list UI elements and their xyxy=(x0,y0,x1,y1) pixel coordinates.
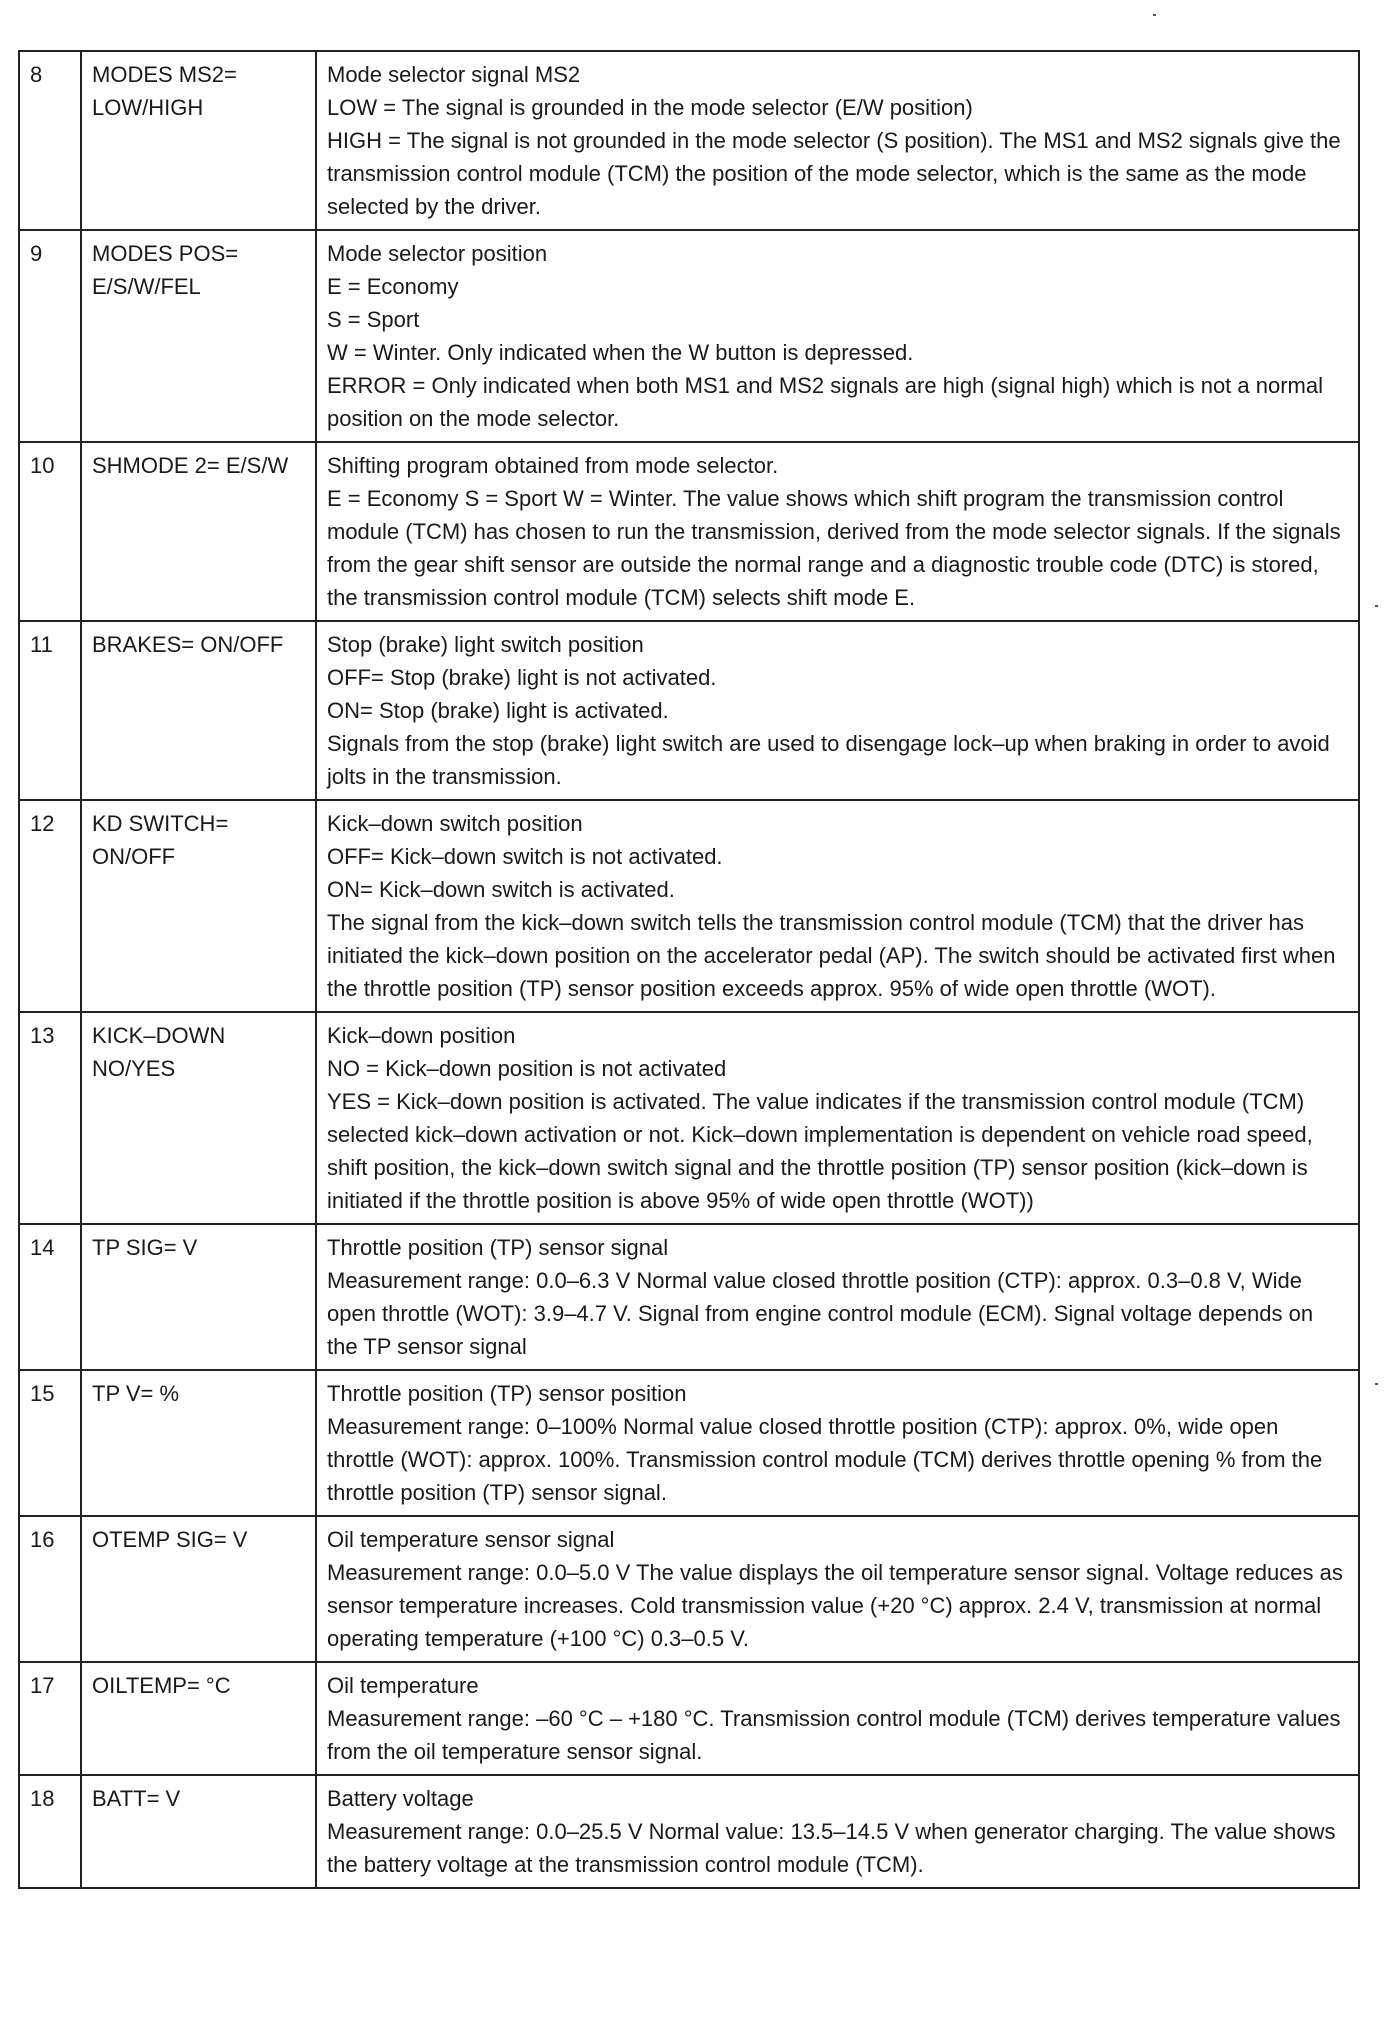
row-number: 18 xyxy=(19,1775,81,1888)
description-cell xyxy=(316,442,1359,621)
parameter-cell xyxy=(81,1662,316,1775)
parameter-label: LOW/HIGH xyxy=(92,95,204,120)
description-line: E = Economy S = Sport W = Winter. The value shows which shift program the transmission control module (TCM) has chosen to run the transmission, derived from the mode selector signals. If the signals from the gear shift sensor are outside the normal range and a diagnostic trouble code (DTC) is stored, the transmission control module (TCM) selects shift mode E. xyxy=(327,486,1341,610)
description-line: OFF= Stop (brake) light is not activated. xyxy=(327,665,717,690)
parameter-label: MODES MS2= xyxy=(92,62,237,87)
description-cell xyxy=(316,1224,1359,1370)
table-row xyxy=(19,442,1359,621)
description-cell xyxy=(316,1662,1359,1775)
scan-speck xyxy=(1375,605,1378,607)
parameter-label: OTEMP SIG= V xyxy=(92,1527,248,1552)
description-heading: Oil temperature xyxy=(327,1673,479,1698)
parameter-label: BRAKES= ON/OFF xyxy=(92,632,284,657)
table-row xyxy=(19,1012,1359,1224)
description-cell xyxy=(316,1775,1359,1888)
description-cell xyxy=(316,1012,1359,1224)
parameter-label: TP V= % xyxy=(92,1381,180,1406)
parameter-label: BATT= V xyxy=(92,1786,181,1811)
description-line: ON= Stop (brake) light is activated. xyxy=(327,698,669,723)
row-number: 13 xyxy=(19,1012,81,1224)
row-number: 16 xyxy=(19,1516,81,1662)
description-heading: Throttle position (TP) sensor signal xyxy=(327,1235,669,1260)
description-line: E = Economy xyxy=(327,274,459,299)
table-row xyxy=(19,51,1359,230)
parameter-label: KICK–DOWN xyxy=(92,1023,226,1048)
description-line: Signals from the stop (brake) light switch are used to disengage lock–up when braking in order to avoid jolts in the transmission. xyxy=(327,731,1330,789)
parameter-cell xyxy=(81,51,316,230)
description-line: Measurement range: 0.0–6.3 V Normal value closed throttle position (CTP): approx. 0.3–0.8 V, Wide open throttle (WOT): 3.9–4.7 V. Signal from engine control module (ECM). Signal voltage depends on the TP sensor signal xyxy=(327,1268,1314,1359)
table-row xyxy=(19,621,1359,800)
description-line: S = Sport xyxy=(327,307,420,332)
scan-speck xyxy=(1375,1383,1378,1385)
parameter-cell xyxy=(81,621,316,800)
description-heading: Stop (brake) light switch position xyxy=(327,632,644,657)
table-row xyxy=(19,230,1359,442)
description-line: Measurement range: 0.0–5.0 V The value displays the oil temperature sensor signal. Voltage reduces as sensor temperature increases. Cold transmission value (+20 °C) approx. 2.4 V, transmission at normal operating temperature (+100 °C) 0.3–0.5 V. xyxy=(327,1560,1343,1651)
description-heading: Kick–down position xyxy=(327,1023,516,1048)
description-line: Measurement range: 0–100% Normal value closed throttle position (CTP): approx. 0%, wide open throttle (WOT): approx. 100%. Transmission control module (TCM) derives throttle opening % from the throttle position (TP) sensor signal. xyxy=(327,1414,1323,1505)
parameter-cell xyxy=(81,800,316,1012)
parameter-cell xyxy=(81,1012,316,1224)
parameter-label: NO/YES xyxy=(92,1056,176,1081)
parameter-label: TP SIG= V xyxy=(92,1235,198,1260)
parameter-cell xyxy=(81,1370,316,1516)
table-row xyxy=(19,1224,1359,1370)
description-line: Measurement range: 0.0–25.5 V Normal value: 13.5–14.5 V when generator charging. The value shows the battery voltage at the transmission control module (TCM). xyxy=(327,1819,1336,1877)
description-heading: Oil temperature sensor signal xyxy=(327,1527,615,1552)
row-number: 15 xyxy=(19,1370,81,1516)
table-row xyxy=(19,1370,1359,1516)
table-row xyxy=(19,1516,1359,1662)
description-line: LOW = The signal is grounded in the mode selector (E/W position) xyxy=(327,95,973,120)
description-line: Measurement range: –60 °C – +180 °C. Transmission control module (TCM) derives temperature values from the oil temperature sensor signal. xyxy=(327,1706,1341,1764)
parameter-label: SHMODE 2= E/S/W xyxy=(92,453,289,478)
row-number: 10 xyxy=(19,442,81,621)
description-heading: Battery voltage xyxy=(327,1786,474,1811)
description-heading: Mode selector position xyxy=(327,241,548,266)
description-heading: Kick–down switch position xyxy=(327,811,583,836)
description-line: YES = Kick–down position is activated. The value indicates if the transmission control module (TCM) selected kick–down activation or not. Kick–down implementation is dependent on vehicle road speed, shift position, the kick–down switch signal and the throttle position (TP) sensor position (kick–down is initiated if the throttle position is above 95% of wide open throttle (WOT)) xyxy=(327,1089,1313,1213)
parameter-label: OILTEMP= °C xyxy=(92,1673,231,1698)
parameter-table xyxy=(18,50,1360,1889)
parameter-cell xyxy=(81,1775,316,1888)
table-row xyxy=(19,800,1359,1012)
row-number: 11 xyxy=(19,621,81,800)
table-row xyxy=(19,1662,1359,1775)
parameter-cell xyxy=(81,442,316,621)
parameter-label: E/S/W/FEL xyxy=(92,274,201,299)
description-heading: Shifting program obtained from mode selector. xyxy=(327,453,779,478)
parameter-cell xyxy=(81,230,316,442)
parameter-label: ON/OFF xyxy=(92,844,176,869)
row-number: 9 xyxy=(19,230,81,442)
description-heading: Throttle position (TP) sensor position xyxy=(327,1381,687,1406)
description-line: The signal from the kick–down switch tells the transmission control module (TCM) that the driver has initiated the kick–down position on the accelerator pedal (AP). The switch should be activated first when the throttle position (TP) sensor position exceeds approx. 95% of wide open throttle (WOT). xyxy=(327,910,1336,1001)
row-number: 17 xyxy=(19,1662,81,1775)
description-cell xyxy=(316,621,1359,800)
description-line: OFF= Kick–down switch is not activated. xyxy=(327,844,723,869)
description-cell xyxy=(316,800,1359,1012)
table-row xyxy=(19,1775,1359,1888)
table-body xyxy=(19,51,1359,1888)
parameter-label: KD SWITCH= xyxy=(92,811,229,836)
parameter-label: MODES POS= xyxy=(92,241,239,266)
row-number: 8 xyxy=(19,51,81,230)
parameter-cell xyxy=(81,1224,316,1370)
scan-speck xyxy=(1153,14,1156,16)
description-cell xyxy=(316,230,1359,442)
description-cell xyxy=(316,1516,1359,1662)
description-line: ON= Kick–down switch is activated. xyxy=(327,877,675,902)
description-line: HIGH = The signal is not grounded in the mode selector (S position). The MS1 and MS2 signals give the transmission control module (TCM) the position of the mode selector, which is the same as the mode selected by the driver. xyxy=(327,128,1341,219)
description-cell xyxy=(316,51,1359,230)
description-heading: Mode selector signal MS2 xyxy=(327,62,581,87)
parameter-cell xyxy=(81,1516,316,1662)
row-number: 14 xyxy=(19,1224,81,1370)
description-cell xyxy=(316,1370,1359,1516)
description-line: W = Winter. Only indicated when the W button is depressed. xyxy=(327,340,914,365)
description-line: NO = Kick–down position is not activated xyxy=(327,1056,727,1081)
row-number: 12 xyxy=(19,800,81,1012)
description-line: ERROR = Only indicated when both MS1 and MS2 signals are high (signal high) which is not a normal position on the mode selector. xyxy=(327,373,1324,431)
